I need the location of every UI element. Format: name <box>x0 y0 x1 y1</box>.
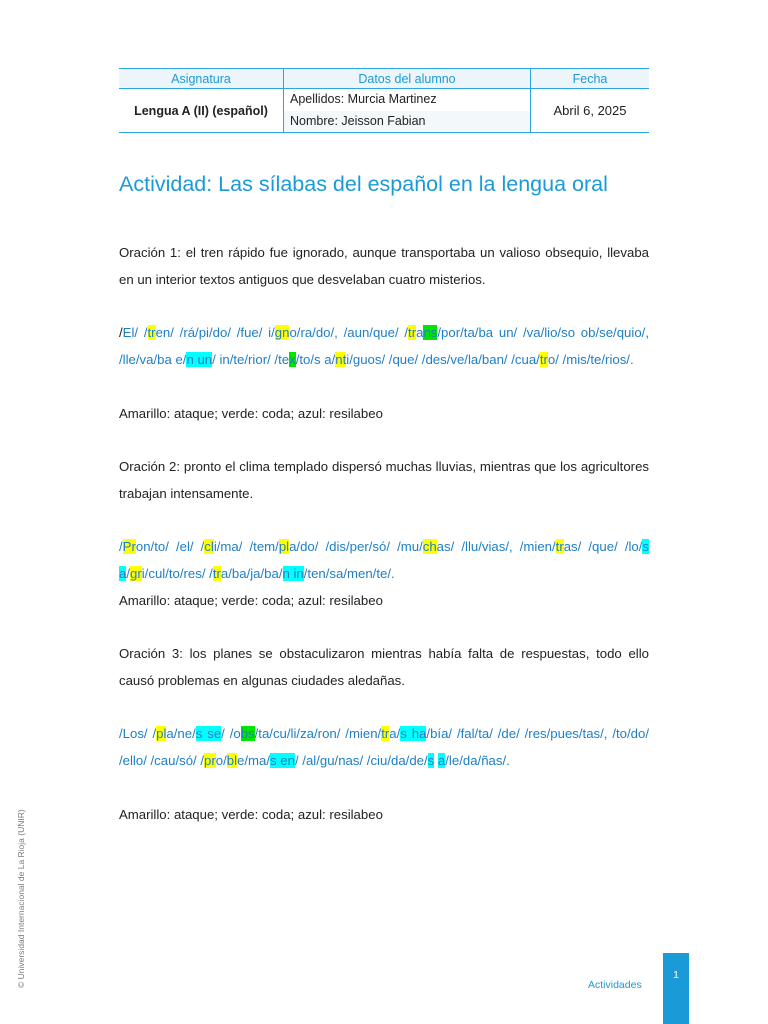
highlight-ataque: bl <box>226 752 238 768</box>
fecha-value: Abril 6, 2025 <box>531 89 650 133</box>
syllable-text: / <box>119 539 123 554</box>
activity-title: Actividad: Las sílabas del español en la lengua oral <box>119 172 608 196</box>
syllable-text: / /al/gu/nas/ /ciu/da/de/ <box>294 752 428 768</box>
highlight-coda: bs <box>240 726 255 741</box>
highlight-resilabeo: s se <box>195 726 222 741</box>
oracion-2-text: Oración 2: pronto el clima templado dispersó muchas lluvias, mientras que los agricultores trabajan intensamente. <box>119 459 649 501</box>
page-number: 1 <box>673 969 679 981</box>
highlight-resilabeo: s en <box>270 752 295 768</box>
oracion-3-text: Oración 3: los planes se obstaculizaron mientras había falta de respuestas, todo ello causó problemas en algunas ciudades aledañas. <box>119 646 649 688</box>
highlight-resilabeo: s ha <box>400 726 427 741</box>
highlight-ataque: pr <box>204 752 216 768</box>
oracion-2-leyenda: Amarillo: ataque; verde: coda; azul: resilabeo <box>119 593 383 608</box>
datos-alumno-cell <box>284 89 531 133</box>
syllable-text: o/ <box>215 752 227 768</box>
syllable-text: / <box>126 565 131 581</box>
highlight-ataque: nt <box>335 351 347 367</box>
highlight-ataque: gr <box>130 565 142 581</box>
highlight-ataque: gn <box>274 325 290 340</box>
highlight-ataque: pl <box>278 539 290 554</box>
syllable-text: a/ <box>389 726 401 741</box>
highlight-resilabeo: a <box>437 752 446 768</box>
syllable-text: en/ /rá/pi/do/ /fue/ i/ <box>155 325 275 340</box>
syllable-text: on/to/ /el/ / <box>135 539 205 554</box>
highlight-resilabeo: s <box>427 752 435 768</box>
highlight-resilabeo: n un <box>186 351 213 367</box>
nombre-value: Nombre: Jeisson Fabian <box>284 111 530 133</box>
asignatura-value: Lengua A (II) (español) <box>119 89 284 133</box>
highlight-ataque: pl <box>156 726 167 741</box>
highlight-resilabeo: s a <box>119 539 649 581</box>
syllable-text: /por/ta/ba un/ /va/lio/so ob/se/quio/, /lle/va/ba e/ <box>119 325 649 367</box>
highlight-ataque: tr <box>539 351 548 367</box>
syllable-text: o/ /mis/te/rios/. <box>547 351 634 367</box>
highlight-ataque: cl <box>204 539 214 554</box>
highlight-ataque: tr <box>212 565 221 581</box>
syllable-text: a/ba/ja/ba/ <box>220 565 283 581</box>
syllable-text: i/cul/to/res/ / <box>141 565 213 581</box>
highlight-resilabeo: n in <box>282 565 304 581</box>
syllable-text: o/ra/do/, /aun/que/ / <box>289 325 409 340</box>
header-asignatura: Asignatura <box>119 69 284 89</box>
syllable-text: /le/da/ñas/. <box>445 752 510 768</box>
syllable-text: /to/s a/ <box>295 351 336 367</box>
copyright-side-text: © Universidad Internacional de La Rioja (UNIR) <box>16 809 26 988</box>
syllable-text: e/ma/ <box>237 752 271 768</box>
header-fecha: Fecha <box>531 69 650 89</box>
highlight-coda: x <box>289 351 296 367</box>
apellidos-value: Apellidos: Murcia Martinez <box>290 92 437 106</box>
oracion-1-leyenda: Amarillo: ataque; verde: coda; azul: resilabeo <box>119 406 383 421</box>
oracion-3-silabas <box>119 721 649 774</box>
syllable-text: i/ma/ /tem/ <box>213 539 279 554</box>
header-datos-alumno: Datos del alumno <box>284 69 531 89</box>
highlight-ataque: ch <box>422 539 437 554</box>
highlight-ataque: tr <box>381 726 390 741</box>
highlight-ataque: Pr <box>122 539 136 554</box>
oracion-3-leyenda: Amarillo: ataque; verde: coda; azul: resilabeo <box>119 807 383 822</box>
student-info-table <box>119 68 649 133</box>
highlight-ataque: tr <box>408 325 417 340</box>
syllable-text: /Los/ / <box>119 726 157 741</box>
page-number-tab <box>663 953 689 1024</box>
syllable-text: /ten/sa/men/te/. <box>303 565 395 581</box>
highlight-ataque: tr <box>147 325 156 340</box>
syllable-text: / in/te/rior/ /te <box>212 351 290 367</box>
syllable-text: /bía/ /fal/ta/ /de/ /res/pues/tas/, /to/do/ /ello/ /cau/só/ / <box>119 726 650 768</box>
syllable-text: a <box>416 325 424 340</box>
syllable-text: a/do/ /dis/per/só/ /mu/ <box>289 539 423 554</box>
syllable-text: as/ /llu/vias/, /mien/ <box>436 539 556 554</box>
syllable-text: El/ / <box>122 325 148 340</box>
syllable-text: / /o <box>221 726 241 741</box>
syllable-text: / <box>119 325 123 340</box>
footer-label: Actividades <box>588 979 642 991</box>
highlight-ataque: tr <box>555 539 564 554</box>
oracion-1-silabas <box>119 320 649 373</box>
syllable-text: as/ /que/ /lo/ <box>563 539 643 554</box>
syllable-text: /ta/cu/li/za/ron/ /mien/ <box>254 726 382 741</box>
syllable-text: i/guos/ /que/ /des/ve/la/ban/ /cua/ <box>346 351 540 367</box>
oracion-2-silabas <box>119 534 649 587</box>
oracion-1-text: Oración 1: el tren rápido fue ignorado, aunque transportaba un valioso obsequio, llevaba en un interior textos antiguos que desvelaban cuatro misterios. <box>119 245 649 287</box>
highlight-coda: ns <box>423 325 438 340</box>
syllable-text: a/ne/ <box>166 726 196 741</box>
